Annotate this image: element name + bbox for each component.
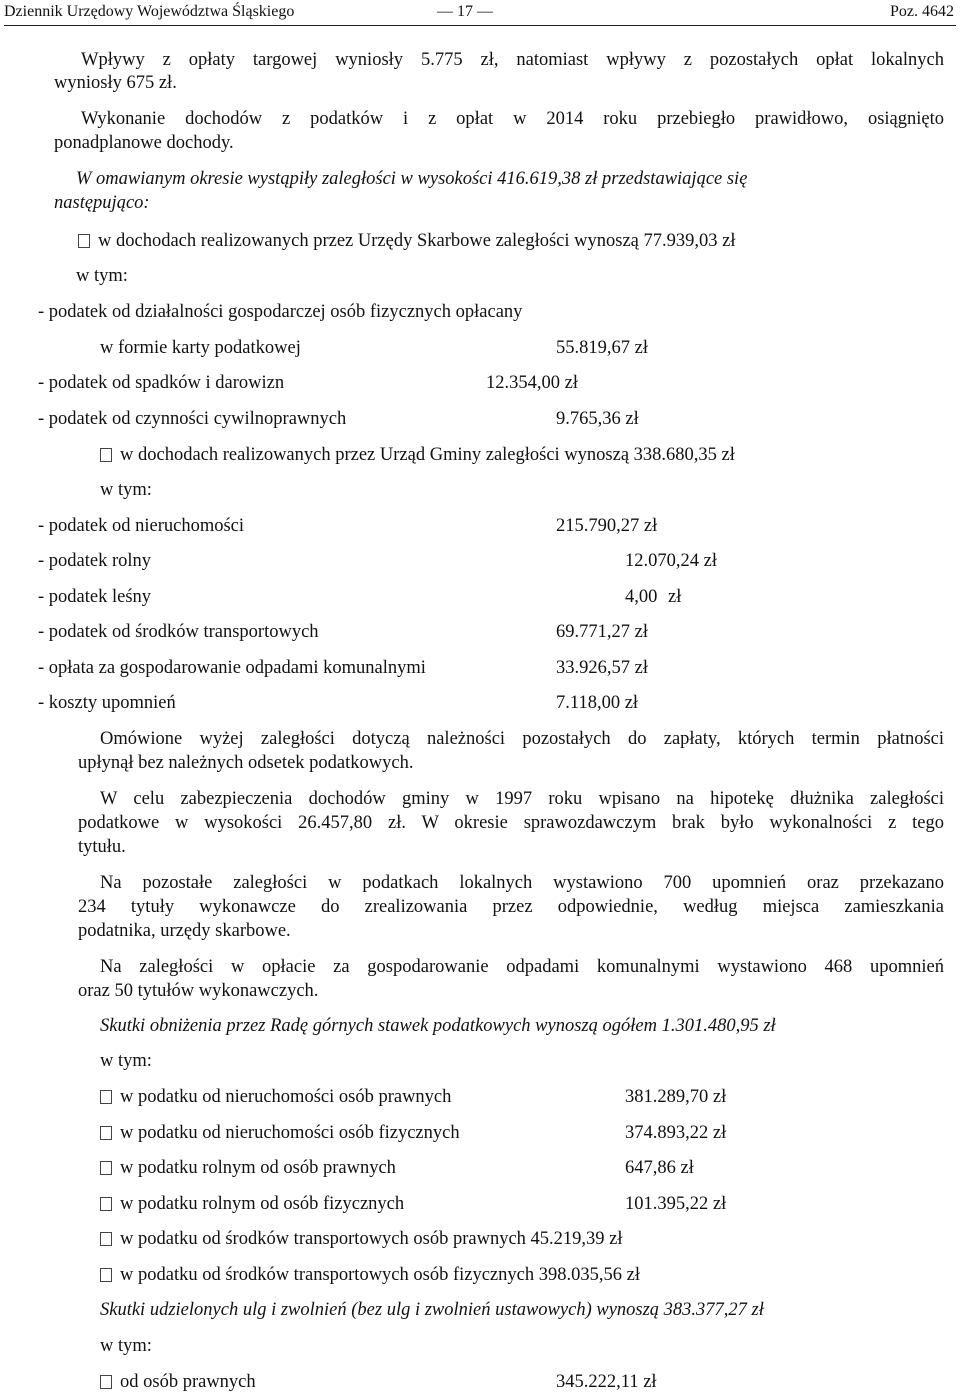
checkbox-bullet-icon bbox=[100, 1232, 112, 1246]
arrears-item-label: - podatek od środków transportowych bbox=[38, 622, 319, 642]
paragraph-line: podatnika, urzędy skarbowe. bbox=[78, 921, 291, 941]
effect-item-value: 381.289,70 zł bbox=[625, 1087, 727, 1107]
effect-item-label: w podatku rolnym od osób prawnych bbox=[100, 1156, 396, 1180]
arrears-item-value: 215.790,27 zł bbox=[556, 516, 658, 536]
paragraph-line: Wykonanie dochodów z podatków i z opłat w 2014 roku przebiegło prawidłowo, osiągnięto bbox=[81, 109, 944, 129]
effect-item-value: 101.395,22 zł bbox=[625, 1194, 727, 1214]
arrears-item-value: 9.765,36 zł bbox=[556, 409, 639, 429]
wtym-label: w tym: bbox=[76, 266, 128, 286]
effect-item: w podatku od środków transportowych osób prawnych 45.219,39 zł bbox=[100, 1227, 623, 1251]
arrears-item-value: 7.118,00 zł bbox=[556, 693, 639, 713]
checkbox-bullet-icon bbox=[100, 1161, 112, 1175]
effect-item-label: od osób prawnych bbox=[100, 1370, 256, 1394]
paragraph-line: oraz 50 tytułów wykonawczych. bbox=[78, 981, 319, 1001]
rate-reduction-effects-title: Skutki obniżenia przez Radę górnych stawek podatkowych wynoszą ogółem 1.301.480,95 zł bbox=[100, 1016, 776, 1036]
arrears-item-value: 55.819,67 zł bbox=[556, 338, 648, 358]
page-number: — 17 — bbox=[437, 3, 493, 20]
tax-office-arrears: w dochodach realizowanych przez Urzędy Skarbowe zaległości wynoszą 77.939,03 zł bbox=[78, 229, 736, 253]
paragraph-line: Na zaległości w opłacie za gospodarowanie odpadami komunalnymi wystawiono 468 upomnień bbox=[100, 957, 944, 977]
arrears-item-label: w formie karty podatkowej bbox=[100, 338, 301, 358]
paragraph-line: wyniosły 675 zł. bbox=[54, 73, 177, 93]
checkbox-bullet-icon bbox=[100, 1375, 112, 1389]
arrears-item-label: - podatek od działalności gospodarczej osób fizycznych opłacany bbox=[38, 302, 523, 322]
arrears-item-value: 4,00 zł bbox=[625, 587, 682, 607]
paragraph-line: Na pozostałe zaległości w podatkach lokalnych wystawiono 700 upomnień oraz przekazano bbox=[100, 873, 944, 893]
checkbox-bullet-icon bbox=[100, 1090, 112, 1104]
arrears-intro-cont: następująco: bbox=[54, 193, 150, 213]
arrears-item-value: 69.771,27 zł bbox=[556, 622, 648, 642]
reliefs-effects-title: Skutki udzielonych ulg i zwolnień (bez ulg i zwolnień ustawowych) wynoszą 383.377,27 zł bbox=[100, 1300, 764, 1320]
effect-item-value: 374.893,22 zł bbox=[625, 1123, 727, 1143]
effect-item-value: 345.222,11 zł bbox=[556, 1372, 657, 1392]
checkbox-bullet-icon bbox=[100, 1197, 112, 1211]
header-divider bbox=[4, 25, 956, 26]
paragraph-line: upłynął bez należnych odsetek podatkowych. bbox=[78, 753, 414, 773]
effect-item-label: w podatku rolnym od osób fizycznych bbox=[100, 1192, 404, 1216]
position-number: Poz. 4642 bbox=[890, 3, 954, 20]
arrears-item-value: 12.070,24 zł bbox=[625, 551, 717, 571]
arrears-item-label: - podatek leśny bbox=[38, 587, 152, 607]
effect-item-value: 647,86 zł bbox=[625, 1158, 694, 1178]
journal-title: Dziennik Urzędowy Województwa Śląskiego bbox=[4, 3, 295, 20]
arrears-item-value: 12.354,00 zł bbox=[486, 373, 578, 393]
page-header bbox=[0, 0, 960, 24]
wtym-label: w tym: bbox=[100, 480, 152, 500]
arrears-item-label: - podatek od nieruchomości bbox=[38, 516, 245, 536]
arrears-item-label: - podatek od czynności cywilnoprawnych bbox=[38, 409, 347, 429]
paragraph-line: 234 tytuły wykonawcze do zrealizowania przez odpowiednie, według miejsca zamieszkania bbox=[78, 897, 944, 917]
checkbox-bullet-icon bbox=[100, 448, 112, 462]
effect-item-label: w podatku od nieruchomości osób fizycznych bbox=[100, 1121, 460, 1145]
paragraph-line: Wpływy z opłaty targowej wyniosły 5.775 zł, natomiast wpływy z pozostałych opłat lokalnych bbox=[81, 50, 944, 70]
paragraph-line: Omówione wyżej zaległości dotyczą należności pozostałych do zapłaty, których termin płatności bbox=[100, 729, 944, 749]
paragraph-line: ponadplanowe dochody. bbox=[54, 133, 234, 153]
effect-item: w podatku od środków transportowych osób fizycznych 398.035,56 zł bbox=[100, 1263, 640, 1287]
checkbox-bullet-icon bbox=[100, 1268, 112, 1282]
checkbox-bullet-icon bbox=[78, 234, 90, 248]
arrears-intro: W omawianym okresie wystąpiły zaległości w wysokości 416.619,38 zł przedstawiające się bbox=[76, 169, 748, 189]
paragraph-line: tytułu. bbox=[78, 837, 126, 857]
paragraph-line: W celu zabezpieczenia dochodów gminy w 1997 roku wpisano na hipotekę dłużnika zaległości bbox=[100, 789, 944, 809]
arrears-item-label: - podatek rolny bbox=[38, 551, 152, 571]
arrears-item-label: - opłata za gospodarowanie odpadami komunalnymi bbox=[38, 658, 426, 678]
paragraph-line: podatkowe w wysokości 26.457,80 zł. W okresie sprawozdawczym brak było wykonalności z tego bbox=[78, 813, 944, 833]
arrears-item-label: - koszty upomnień bbox=[38, 693, 176, 713]
effect-item-label: w podatku od nieruchomości osób prawnych bbox=[100, 1085, 451, 1109]
municipal-arrears: w dochodach realizowanych przez Urząd Gminy zaległości wynoszą 338.680,35 zł bbox=[100, 443, 735, 467]
wtym-label: w tym: bbox=[100, 1336, 152, 1356]
arrears-item-label: - podatek od spadków i darowizn bbox=[38, 373, 285, 393]
checkbox-bullet-icon bbox=[100, 1126, 112, 1140]
wtym-label: w tym: bbox=[100, 1051, 152, 1071]
arrears-item-value: 33.926,57 zł bbox=[556, 658, 648, 678]
